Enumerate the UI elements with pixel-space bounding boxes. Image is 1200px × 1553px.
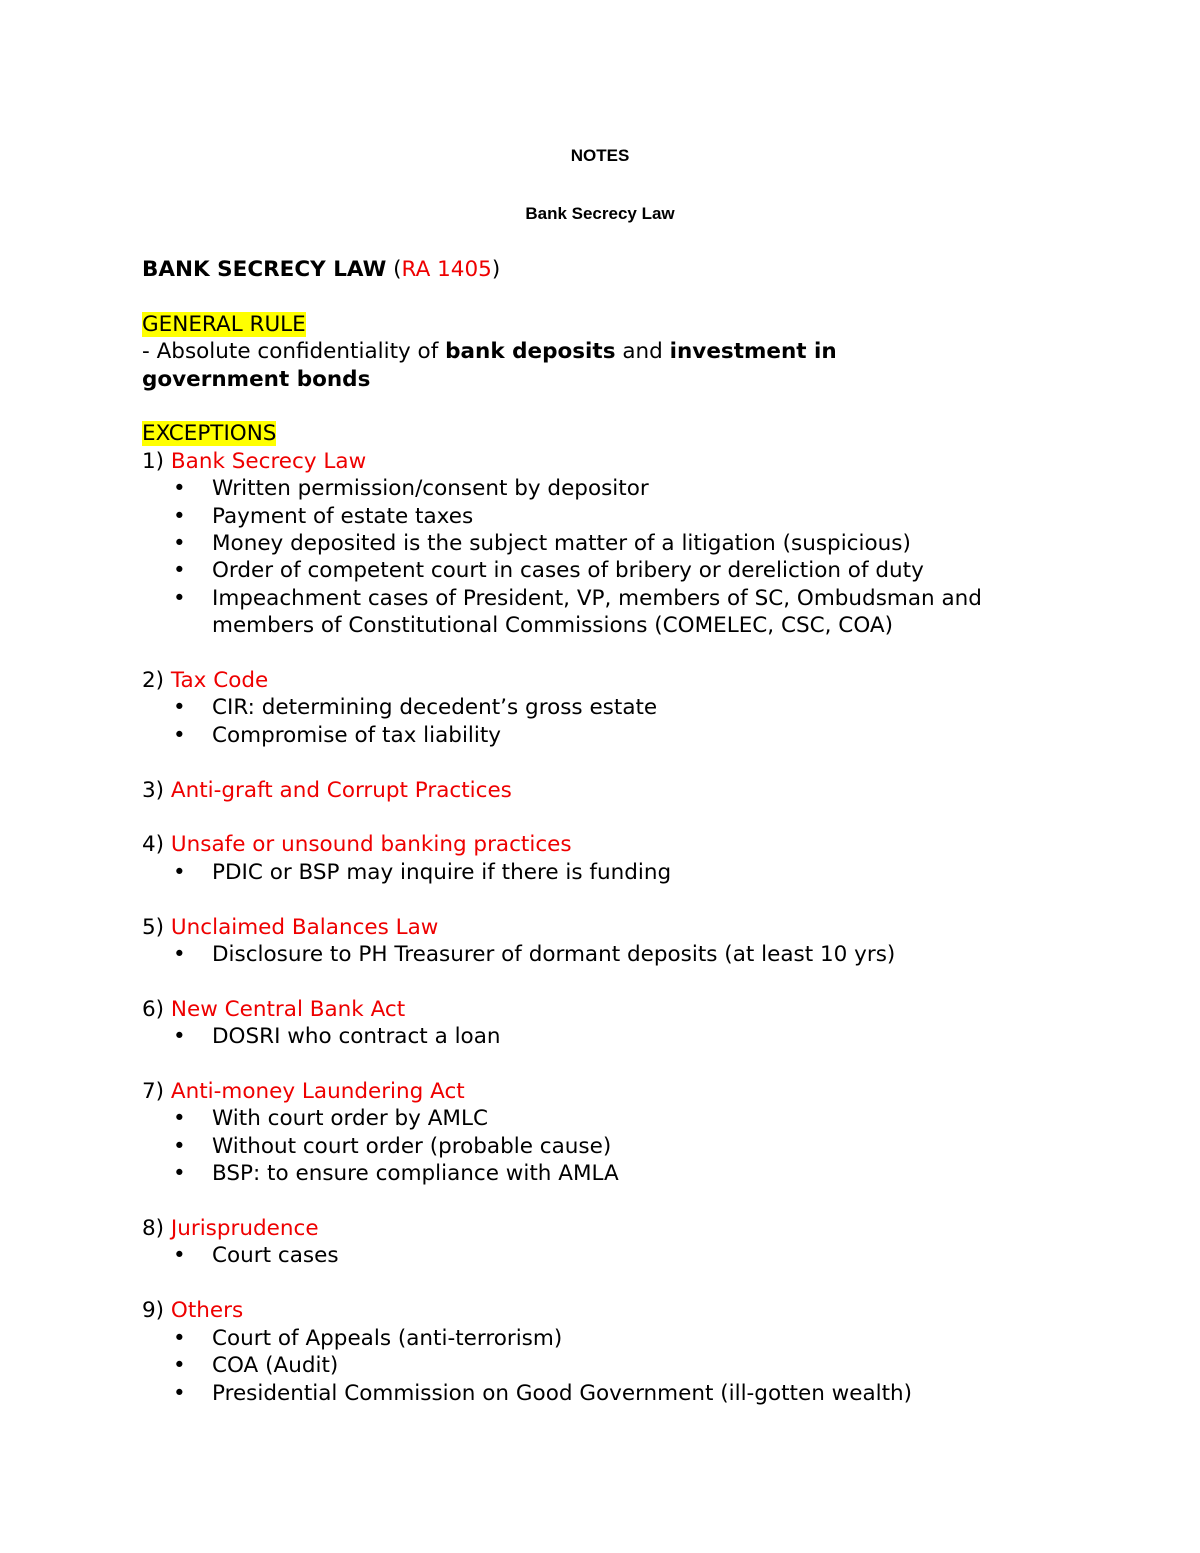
- exception-heading: [142, 831, 1082, 858]
- bullet-icon: •: [173, 476, 186, 502]
- exception-heading: [142, 914, 1082, 941]
- exception-number: 1): [142, 448, 171, 474]
- exception-title: Others: [170, 1298, 244, 1324]
- list-item-text: BSP: to ensure compliance with AMLA: [212, 1161, 619, 1187]
- list-item: [142, 1242, 1082, 1269]
- exception-heading: [142, 1297, 1082, 1324]
- list-item-text: Order of competent court in cases of bribery or dereliction of duty: [212, 558, 924, 584]
- exception-number: 2): [142, 668, 171, 694]
- exception-number: 7): [142, 1079, 171, 1105]
- exception-heading: [142, 1078, 1082, 1105]
- bullet-icon: •: [173, 585, 186, 611]
- list-item-text: Court of Appeals (anti-terrorism): [212, 1325, 563, 1351]
- document-body: [142, 256, 1082, 1407]
- list-item: [142, 859, 1082, 886]
- exception-number: 4): [142, 832, 171, 858]
- list-item-text: With court order by AMLC: [212, 1106, 488, 1132]
- exception-number: 9): [142, 1298, 171, 1324]
- list-item: [142, 585, 1082, 640]
- bullet-icon: •: [173, 942, 186, 968]
- exception-title: New Central Bank Act: [170, 996, 406, 1022]
- general-rule-label: GENERAL RULE: [142, 311, 306, 337]
- exceptions-list: [142, 448, 1082, 1407]
- exception-bullets: [142, 694, 1082, 749]
- exception-title: Unclaimed Balances Law: [170, 914, 439, 940]
- list-item: [142, 941, 1082, 968]
- exception-heading: [142, 667, 1082, 694]
- list-item: [142, 1352, 1082, 1379]
- exception-bullets: [142, 1023, 1082, 1050]
- title-close-paren: ): [491, 257, 501, 282]
- exception-heading: [142, 777, 1082, 804]
- bullet-icon: •: [173, 1133, 186, 1159]
- bullet-icon: •: [173, 503, 186, 529]
- exception-title: Anti-graft and Corrupt Practices: [170, 777, 512, 803]
- list-item-text: Compromise of tax liability: [212, 722, 502, 748]
- general-rule-text-cont: [142, 366, 1082, 393]
- bullet-icon: •: [173, 1243, 186, 1269]
- exception-title: Jurisprudence: [170, 1216, 319, 1242]
- exception-bullets: [142, 1105, 1082, 1187]
- bullet-icon: •: [173, 859, 186, 885]
- list-item: [142, 475, 1082, 502]
- list-item-text: DOSRI who contract a loan: [212, 1024, 501, 1050]
- exception-heading: [142, 1215, 1082, 1242]
- notes-heading: NOTES: [570, 146, 630, 165]
- exceptions-label: EXCEPTIONS: [142, 421, 277, 447]
- exception-bullets: [142, 1325, 1082, 1407]
- exception-title: Unsafe or unsound banking practices: [170, 832, 572, 858]
- list-item-text: Payment of estate taxes: [212, 503, 474, 529]
- general-rule-prefix: - Absolute confidentiality of: [142, 339, 446, 365]
- list-item-text: Written permission/consent by depositor: [212, 476, 649, 502]
- bullet-icon: •: [173, 1024, 186, 1050]
- general-rule-heading: [142, 311, 1082, 338]
- list-item: [142, 694, 1082, 721]
- exception-number: 8): [142, 1216, 171, 1242]
- bullet-icon: •: [173, 1325, 186, 1351]
- list-item: [142, 1380, 1082, 1407]
- exception-number: 5): [142, 914, 171, 940]
- bullet-icon: •: [173, 558, 186, 584]
- list-item: [142, 722, 1082, 749]
- bullet-icon: •: [173, 1161, 186, 1187]
- exception-bullets: [142, 475, 1082, 639]
- bullet-icon: •: [173, 1353, 186, 1379]
- exception-bullets: [142, 941, 1082, 968]
- list-item-text: Impeachment cases of President, VP, members of SC, Ombudsman and members of Constitutional Commissions (COMELEC, CSC, COA): [212, 585, 982, 639]
- general-rule-mid: and: [615, 339, 670, 365]
- title-main: BANK SECRECY LAW: [142, 257, 387, 282]
- general-rule-text: [142, 338, 1082, 365]
- bullet-icon: •: [173, 531, 186, 557]
- list-item: [142, 557, 1082, 584]
- general-rule-bold-3: government bonds: [142, 366, 371, 392]
- list-item-text: Disclosure to PH Treasurer of dormant deposits (at least 10 yrs): [212, 942, 896, 968]
- exception-title: Bank Secrecy Law: [170, 448, 367, 474]
- list-item-text: Presidential Commission on Good Government (ill-gotten wealth): [212, 1380, 913, 1406]
- list-item-text: Court cases: [212, 1243, 339, 1269]
- exception-bullets: [142, 859, 1082, 886]
- list-item-text: COA (Audit): [212, 1353, 339, 1379]
- page-title: [142, 256, 1082, 283]
- list-item: [142, 1105, 1082, 1132]
- bullet-icon: •: [173, 1106, 186, 1132]
- bullet-icon: •: [173, 695, 186, 721]
- list-item: [142, 1023, 1082, 1050]
- list-item-text: CIR: determining decedent’s gross estate: [212, 695, 658, 721]
- exception-heading: [142, 448, 1082, 475]
- exception-heading: [142, 996, 1082, 1023]
- general-rule-bold-1: bank deposits: [445, 339, 616, 365]
- list-item-text: Without court order (probable cause): [212, 1133, 612, 1159]
- exceptions-heading: [142, 420, 1082, 447]
- list-item-text: PDIC or BSP may inquire if there is funding: [212, 859, 672, 885]
- exception-bullets: [142, 1242, 1082, 1269]
- general-rule-bold-2: investment in: [669, 339, 837, 365]
- list-item: [142, 1325, 1082, 1352]
- ra-number: RA 1405: [401, 257, 492, 282]
- list-item: [142, 503, 1082, 530]
- exception-number: 6): [142, 996, 171, 1022]
- bullet-icon: •: [173, 722, 186, 748]
- bullet-icon: •: [173, 1380, 186, 1406]
- title-open-paren: (: [386, 257, 402, 282]
- exception-title: Anti-money Laundering Act: [170, 1079, 465, 1105]
- list-item-text: Money deposited is the subject matter of a litigation (suspicious): [212, 531, 911, 557]
- document-subtitle: Bank Secrecy Law: [525, 204, 675, 223]
- exception-number: 3): [142, 777, 171, 803]
- list-item: [142, 1133, 1082, 1160]
- list-item: [142, 1160, 1082, 1187]
- exception-title: Tax Code: [170, 668, 269, 694]
- list-item: [142, 530, 1082, 557]
